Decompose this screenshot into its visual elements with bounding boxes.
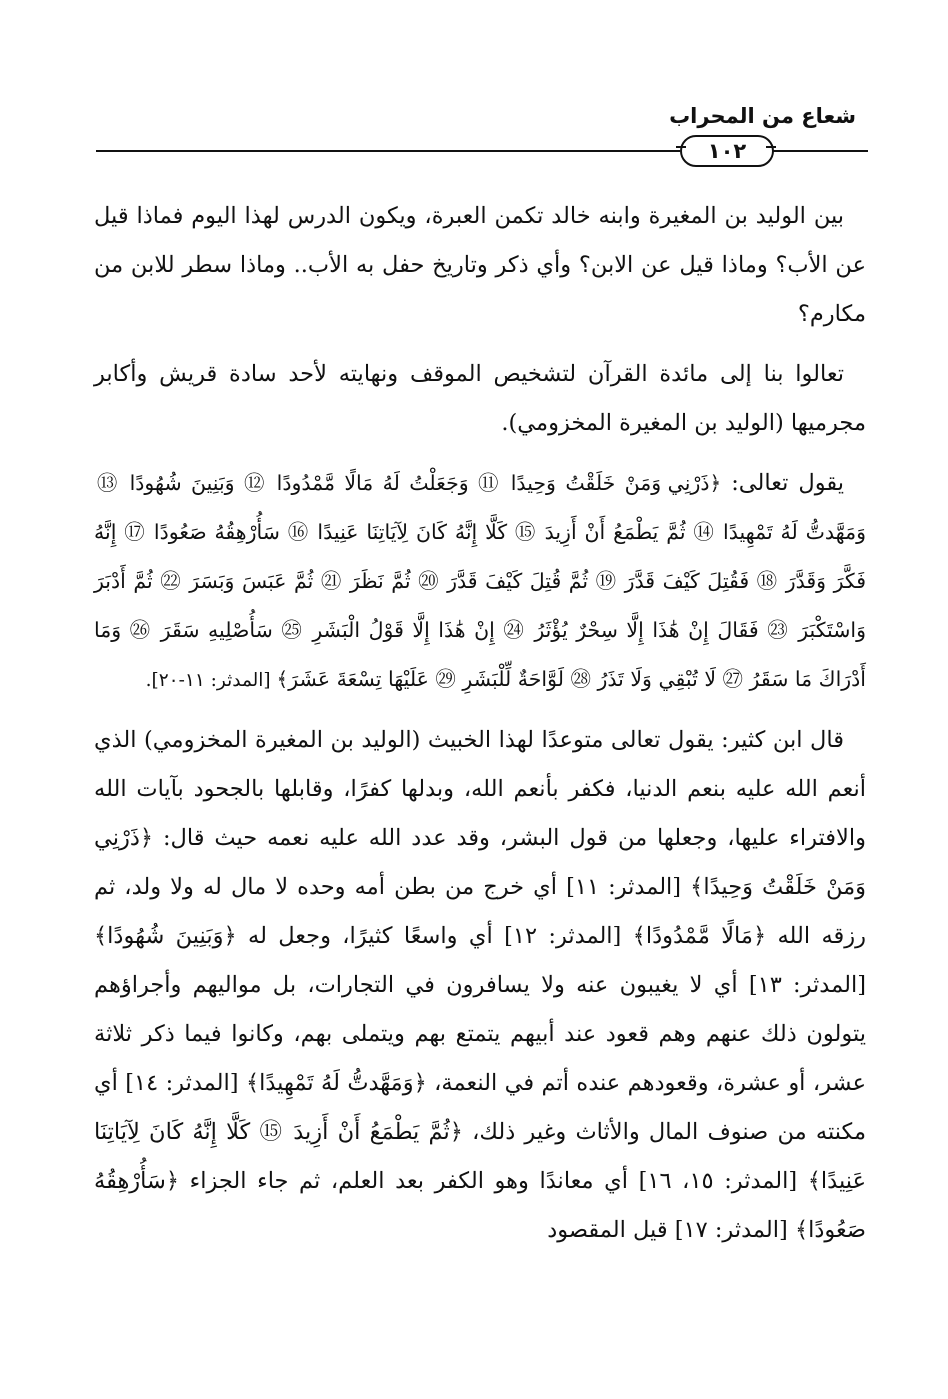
page-number: ١٠٢	[707, 138, 747, 163]
ornament-close: ﴾	[276, 667, 289, 691]
header-rule-left	[96, 150, 680, 152]
page-number-badge	[680, 135, 774, 167]
quote-intro: يقول تعالى:	[721, 470, 844, 496]
header-rule-right	[772, 150, 868, 152]
paragraph-invitation: تعالوا بنا إلى مائدة القرآن لتشخيص الموقف ونهايته لأحد سادة قريش وأكابر مجرميها (الوليد بن المغيرة المخزومي).	[94, 361, 866, 436]
running-title: شعاع من المحراب	[669, 104, 856, 128]
ornament-open: ﴿	[709, 471, 722, 495]
badge-tip-left	[676, 146, 686, 158]
paragraph-quran-quote	[94, 459, 866, 705]
body-text	[94, 192, 866, 1255]
paragraph-intro: بين الوليد بن المغيرة وابنه خالد تكمن العبرة، ويكون الدرس لهذا اليوم فماذا قيل عن الأب؟ وماذا قيل عن الابن؟ وأي ذكر وتاريخ حفل به الأب.. وماذا سطر للابن من مكارم؟	[94, 203, 866, 327]
quran-verses: ذَرْنِي وَمَنْ خَلَقْتُ وَحِيدًا ⑪ وَجَعَلْتُ لَهُ مَالًا مَّمْدُودًا ⑫ وَبَنِينَ شُهُودًا ⑬ وَمَهَّدتُّ لَهُ تَمْهِيدًا ⑭ ثُمَّ يَطْمَعُ أَنْ أَزِيدَ ⑮ كَلَّا إِنَّهُ كَانَ لِآيَاتِنَا عَنِيدًا ⑯ سَأُرْهِقُهُ صَعُودًا ⑰ إِنَّهُ فَكَّرَ وَقَدَّرَ ⑱ فَقُتِلَ كَيْفَ قَدَّرَ ⑲ ثُمَّ قُتِلَ كَيْفَ قَدَّرَ ⑳ ثُمَّ نَظَرَ ㉑ ثُمَّ عَبَسَ وَبَسَرَ ㉒ ثُمَّ أَدْبَرَ وَاسْتَكْبَرَ ㉓ فَقَالَ إِنْ هَٰذَا إِلَّا سِحْرٌ يُؤْثَرُ ㉔ إِنْ هَٰذَا إِلَّا قَوْلُ الْبَشَرِ ㉕ سَأُصْلِيهِ سَقَرَ ㉖ وَمَا أَدْرَاكَ مَا سَقَرُ ㉗ لَا تُبْقِي وَلَا تَذَرُ ㉘ لَوَّاحَةٌ لِّلْبَشَرِ ㉙ عَلَيْهَا تِسْعَةَ عَشَرَ	[94, 471, 866, 691]
verse-reference: [المدثر: ١١-٢٠].	[145, 670, 277, 691]
paragraph-tafsir: قال ابن كثير: يقول تعالى متوعدًا لهذا الخبيث (الوليد بن المغيرة المخزومي) الذي أنعم الله عليه بنعم الدنيا، فكفر بأنعم الله، وبدلها كفرًا، وقابلها بالجحود بآيات الله والافتراء عليها، وجعلها من قول البشر، وقد عدد الله عليه نعمه حيث قال: ﴿ذَرْنِي وَمَنْ خَلَقْتُ وَحِيدًا﴾ [المدثر: ١١] أي خرج من بطن أمه وحده لا مال له ولا ولد، ثم رزقه الله ﴿مَالًا مَّمْدُودًا﴾ [المدثر: ١٢] أي واسعًا كثيرًا، وجعل له ﴿وَبَنِينَ شُهُودًا﴾ [المدثر: ١٣] أي لا يغيبون عنه ولا يسافرون في التجارات، بل مواليهم وأجراؤهم يتولون ذلك عنهم وهم قعود عند أبيهم يتمتع بهم ويتملى بهم، وكانوا فيما ذكر ثلاثة عشر، أو عشرة، وقعودهم عنده أتم في النعمة، ﴿وَمَهَّدتُّ لَهُ تَمْهِيدًا﴾ [المدثر: ١٤] أي مكنته من صنوف المال والأثاث وغير ذلك، ﴿ثُمَّ يَطْمَعُ أَنْ أَزِيدَ ⑮ كَلَّا إِنَّهُ كَانَ لِآيَاتِنَا عَنِيدًا﴾ [المدثر: ١٥، ١٦] أي معاندًا وهو الكفر بعد العلم، ثم جاء الجزاء ﴿سَأُرْهِقُهُ صَعُودًا﴾ [المدثر: ١٧] قيل المقصود	[94, 727, 866, 1243]
